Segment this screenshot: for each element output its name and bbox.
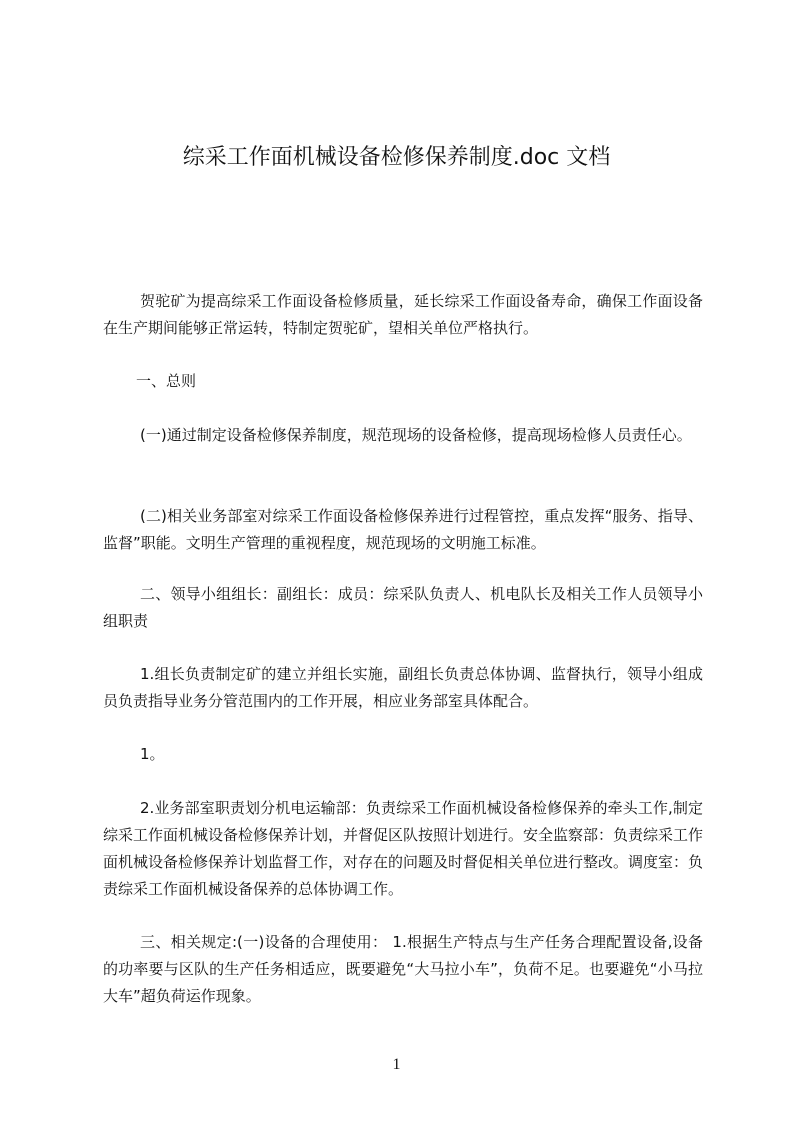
intro-paragraph: 贺驼矿为提高综采工作面设备检修质量，延长综采工作面设备寿命，确保工作面设备在生产期间能够正常运转，特制定贺驼矿，望相关单位严格执行。 [103, 292, 703, 337]
paragraph-general-1: (一)通过制定设备检修保养制度，规范现场的设备检修，提高现场检修人员责任心。 [140, 426, 692, 444]
page-number: 1 [392, 1056, 401, 1073]
document-title: 综采工作面机械设备检修保养制度.doc 文档 [182, 145, 611, 170]
paragraph-leadership-stub: 1。 [140, 745, 165, 763]
paragraph-departments: 2.业务部室职责划分机电运输部：负责综采工作面机械设备检修保养的牵头工作,制定综采工作面机械设备检修保养计划，并督促区队按照计划进行。安全监察部：负责综采工作面机械设备检修保养计划监督工作，对存在的问题及时督促相关单位进行整改。调度室：负责综采工作面机械设备保养的总体协调工作。 [103, 799, 704, 898]
paragraph-regulations: 三、相关规定:(一)设备的合理使用： 1.根据生产特点与生产任务合理配置设备,设备的功率要与区队的生产任务相适应，既要避免“大马拉小车”，负荷不足。也要避免“小马拉大车”超负荷运作现象。 [103, 933, 703, 1005]
paragraph-general-2: (二)相关业务部室对综采工作面设备检修保养进行过程管控，重点发挥“服务、指导、监督”职能。文明生产管理的重视程度，规范现场的文明施工标准。 [103, 507, 703, 552]
section-heading-leadership: 二、领导小组组长：副组长：成员：综采队负责人、机电队长及相关工作人员领导小组职责 [103, 585, 703, 630]
section-heading-general: 一、总则 [136, 372, 197, 390]
paragraph-leadership-1: 1.组长负责制定矿的建立并组长实施，副组长负责总体协调、监督执行，领导小组成员负责指导业务分管范围内的工作开展，相应业务部室具体配合。 [103, 665, 703, 710]
